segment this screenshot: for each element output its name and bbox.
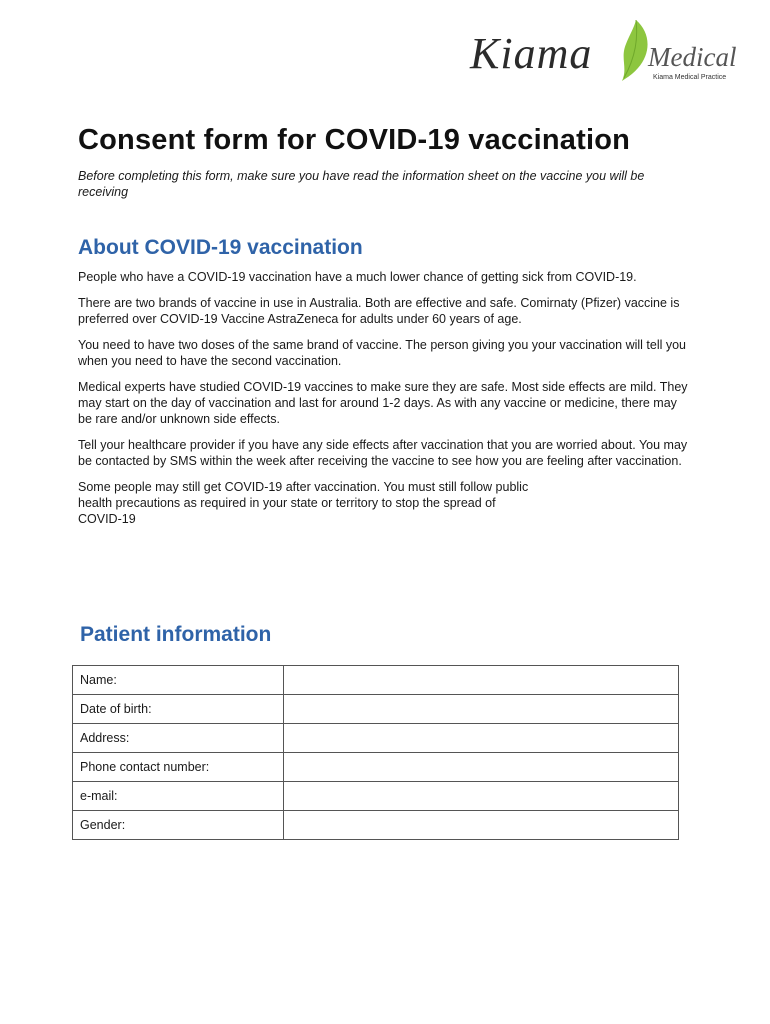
logo-subtitle: Kiama Medical Practice [653, 74, 727, 81]
about-paragraph: People who have a COVID-19 vaccination have a much lower chance of getting sick from COVID-19. [78, 270, 637, 284]
intro-note: Before completing this form, make sure you have read the information sheet on the vaccine you will be receiving [78, 169, 645, 199]
name-label: Name: [73, 666, 284, 695]
table-row [73, 695, 679, 724]
page-title: Consent form for COVID-19 vaccination [78, 124, 631, 156]
gender-label: Gender: [73, 811, 284, 840]
phone-label: Phone contact number: [73, 753, 284, 782]
address-label: Address: [73, 724, 284, 753]
table-row [73, 724, 679, 753]
table-row [73, 811, 679, 840]
table-row [73, 782, 679, 811]
email-label: e-mail: [73, 782, 284, 811]
about-paragraph: There are two brands of vaccine in use in Australia. Both are effective and safe. Comirnaty (Pfizer) vaccine is preferred over COVID-19 Vaccine AstraZeneca for adults under 60 years of age. [78, 296, 680, 326]
about-paragraph: Tell your healthcare provider if you have any side effects after vaccination that you are worried about. You may be contacted by SMS within the week after receiving the vaccine to see how you are feeling after vaccination. [78, 438, 688, 468]
dob-label: Date of birth: [73, 695, 284, 724]
kiama-medical-logo [470, 18, 745, 84]
patient-heading: Patient information [80, 623, 272, 646]
phone-field[interactable] [284, 753, 679, 782]
about-heading: About COVID-19 vaccination [78, 236, 363, 259]
about-paragraph: Some people may still get COVID-19 after vaccination. You must still follow public health precautions as required in your state or territory to stop the spread of COVID-19 [78, 480, 529, 526]
address-field[interactable] [284, 724, 679, 753]
about-paragraph: You need to have two doses of the same brand of vaccine. The person giving you your vaccination will tell you when you need to have the second vaccination. [78, 338, 687, 368]
dob-field[interactable] [284, 695, 679, 724]
patient-info-table [72, 665, 679, 840]
table-row [73, 753, 679, 782]
gender-field[interactable] [284, 811, 679, 840]
table-row [73, 666, 679, 695]
logo-kiama-text: Kiama [470, 29, 593, 78]
about-section [78, 269, 688, 537]
email-field[interactable] [284, 782, 679, 811]
name-field[interactable] [284, 666, 679, 695]
about-paragraph: Medical experts have studied COVID-19 vaccines to make sure they are safe. Most side effects are mild. They may start on the day of vaccination and last for around 1-2 days. As with any vaccine or medicine, there may be rare and/or unknown side effects. [78, 380, 688, 426]
logo-medical-text: Medical [648, 42, 737, 72]
